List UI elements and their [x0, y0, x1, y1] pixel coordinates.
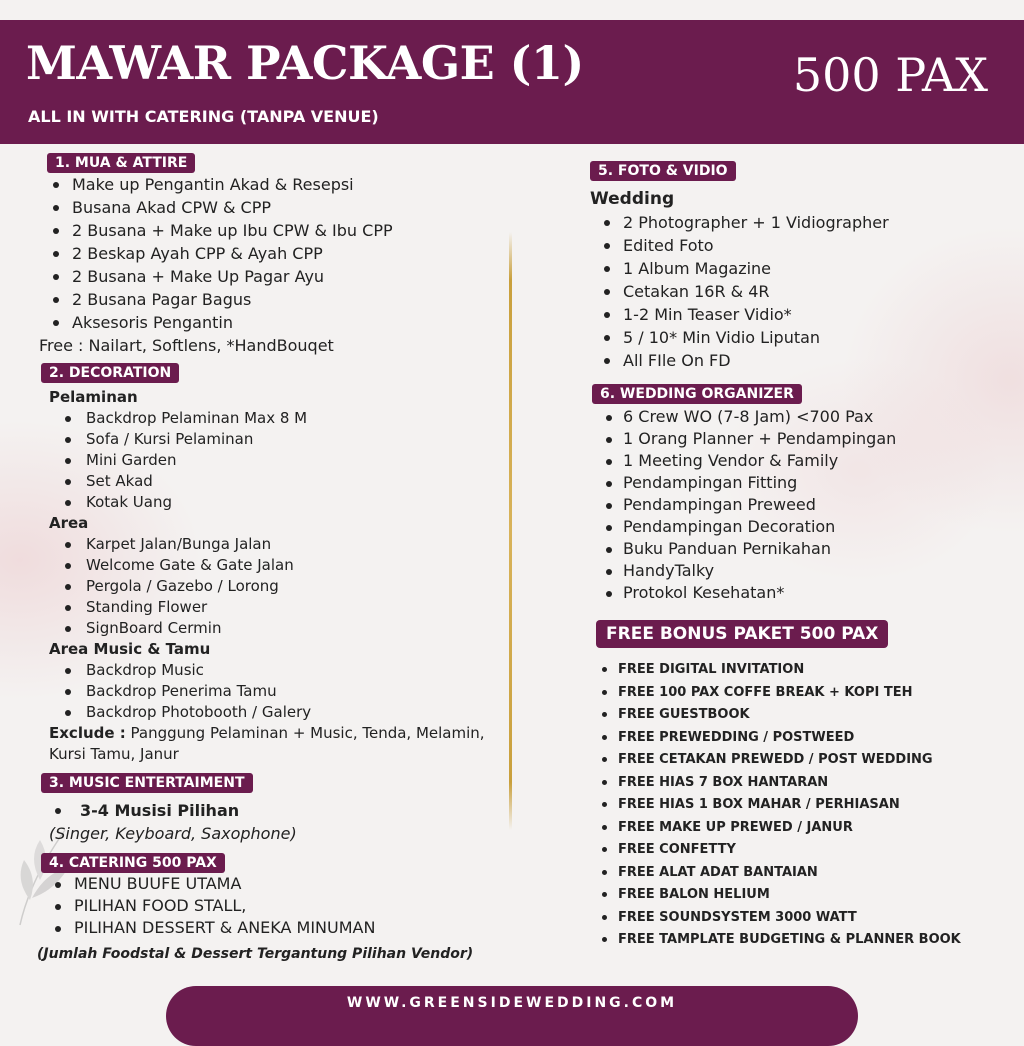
- list-item: FREE CETAKAN PREWEDD / POST WEDDING: [596, 749, 961, 772]
- section-heading-decoration: 2. DECORATION: [41, 363, 179, 383]
- catering-note: (Jumlah Foodstal & Dessert Tergantung Pilihan Vendor): [37, 946, 474, 962]
- list-item: Set Akad: [49, 471, 485, 492]
- list-item: 1 Orang Planner + Pendampingan: [592, 428, 896, 450]
- section-foto-vidio: [590, 160, 889, 372]
- list-item: Make up Pengantin Akad & Resepsi: [39, 173, 393, 196]
- decoration-music-list: [49, 660, 485, 723]
- list-item: PILIHAN DESSERT & ANEKA MINUMAN: [41, 917, 375, 939]
- list-item: 6 Crew WO (7-8 Jam) <700 Pax: [592, 406, 896, 428]
- section-heading-catering: 4. CATERING 500 PAX: [41, 853, 225, 873]
- list-item: Edited Foto: [590, 234, 889, 257]
- list-item: FREE PREWEDDING / POSTWEED: [596, 727, 961, 750]
- list-item: Backdrop Pelaminan Max 8 M: [49, 408, 485, 429]
- list-item: Pendampingan Preweed: [592, 494, 896, 516]
- bonus-list: [596, 659, 961, 952]
- list-item: PILIHAN FOOD STALL,: [41, 895, 375, 917]
- music-note: (Singer, Keyboard, Saxophone): [49, 824, 297, 843]
- list-item: 5 / 10* Min Vidio Liputan: [590, 326, 889, 349]
- decoration-area-list: [49, 534, 485, 639]
- list-item: 2 Busana + Make Up Pagar Ayu: [39, 265, 393, 288]
- list-item: 2 Busana Pagar Bagus: [39, 288, 393, 311]
- list-item: Aksesoris Pengantin: [39, 311, 393, 334]
- section-heading-music: 3. MUSIC ENTERTAIMENT: [41, 773, 253, 793]
- list-item: FREE ALAT ADAT BANTAIAN: [596, 862, 961, 885]
- list-item: Pendampingan Decoration: [592, 516, 896, 538]
- exclude-label: Exclude :: [49, 724, 126, 742]
- decoration-music-label: Area Music & Tamu: [49, 640, 211, 658]
- list-item: Busana Akad CPW & CPP: [39, 196, 393, 219]
- foto-list: [590, 211, 889, 372]
- list-item: FREE MAKE UP PREWED / JANUR: [596, 817, 961, 840]
- website-link[interactable]: WWW.GREENSIDEWEDDING.COM: [346, 995, 678, 1011]
- list-item: Pendampingan Fitting: [592, 472, 896, 494]
- list-item: 1 Album Magazine: [590, 257, 889, 280]
- list-item: FREE SOUNDSYSTEM 3000 WATT: [596, 907, 961, 930]
- list-item: 1-2 Min Teaser Vidio*: [590, 303, 889, 326]
- footer-bar: [166, 986, 858, 1046]
- list-item: FREE 100 PAX COFFE BREAK + KOPI TEH: [596, 682, 961, 705]
- list-item: Kotak Uang: [49, 492, 485, 513]
- list-item: Backdrop Photobooth / Galery: [49, 702, 485, 723]
- list-item: Sofa / Kursi Pelaminan: [49, 429, 485, 450]
- page-title: MAWAR PACKAGE (1): [26, 36, 584, 90]
- mua-list: [39, 173, 393, 334]
- decoration-exclude: [49, 723, 485, 744]
- list-item: Cetakan 16R & 4R: [590, 280, 889, 303]
- section-wedding-organizer: [592, 383, 896, 604]
- list-item: 2 Photographer + 1 Vidiographer: [590, 211, 889, 234]
- list-item: Karpet Jalan/Bunga Jalan: [49, 534, 485, 555]
- exclude-text-continued: Kursi Tamu, Janur: [49, 745, 179, 763]
- catering-list: [41, 873, 375, 939]
- list-item: FREE DIGITAL INVITATION: [596, 659, 961, 682]
- list-item: All FIle On FD: [590, 349, 889, 372]
- section-free-bonus: [596, 620, 961, 952]
- column-divider: [509, 232, 512, 830]
- list-item: FREE BALON HELIUM: [596, 884, 961, 907]
- list-item: FREE CONFETTY: [596, 839, 961, 862]
- decoration-pelaminan-list: [49, 408, 485, 513]
- section-catering: [41, 852, 375, 939]
- section-heading-foto: 5. FOTO & VIDIO: [590, 161, 736, 181]
- list-item: Protokol Kesehatan*: [592, 582, 896, 604]
- list-item: Pergola / Gazebo / Lorong: [49, 576, 485, 597]
- section-mua: [39, 152, 393, 357]
- list-item: FREE HIAS 1 BOX MAHAR / PERHIASAN: [596, 794, 961, 817]
- list-item: 1 Meeting Vendor & Family: [592, 450, 896, 472]
- wo-list: [592, 406, 896, 604]
- section-heading-wo: 6. WEDDING ORGANIZER: [592, 384, 802, 404]
- decoration-pelaminan-label: Pelaminan: [49, 388, 138, 406]
- header-banner: [0, 20, 1024, 144]
- list-item: Backdrop Penerima Tamu: [49, 681, 485, 702]
- pax-count: 500 PAX: [792, 48, 988, 102]
- list-item: FREE GUESTBOOK: [596, 704, 961, 727]
- list-item: SignBoard Cermin: [49, 618, 485, 639]
- list-item: 3-4 Musisi Pilihan: [41, 799, 297, 822]
- page-subtitle: ALL IN WITH CATERING (TANPA VENUE): [28, 107, 379, 126]
- list-item: 2 Beskap Ayah CPP & Ayah CPP: [39, 242, 393, 265]
- mua-free-note: Free : Nailart, Softlens, *HandBouqet: [39, 336, 334, 355]
- list-item: Welcome Gate & Gate Jalan: [49, 555, 485, 576]
- music-list: [41, 799, 297, 822]
- foto-sub-label: Wedding: [590, 189, 675, 209]
- section-music-entertainment: [41, 772, 297, 845]
- section-heading-mua: 1. MUA & ATTIRE: [47, 153, 195, 173]
- list-item: HandyTalky: [592, 560, 896, 582]
- list-item: MENU BUUFE UTAMA: [41, 873, 375, 895]
- list-item: Mini Garden: [49, 450, 485, 471]
- list-item: FREE TAMPLATE BUDGETING & PLANNER BOOK: [596, 929, 961, 952]
- list-item: FREE HIAS 7 BOX HANTARAN: [596, 772, 961, 795]
- list-item: Buku Panduan Pernikahan: [592, 538, 896, 560]
- list-item: 2 Busana + Make up Ibu CPW & Ibu CPP: [39, 219, 393, 242]
- exclude-text: Panggung Pelaminan + Music, Tenda, Melamin,: [130, 724, 485, 742]
- section-decoration: [41, 362, 485, 765]
- section-heading-bonus: FREE BONUS PAKET 500 PAX: [596, 620, 888, 648]
- list-item: Backdrop Music: [49, 660, 485, 681]
- list-item: Standing Flower: [49, 597, 485, 618]
- decoration-area-label: Area: [49, 514, 89, 532]
